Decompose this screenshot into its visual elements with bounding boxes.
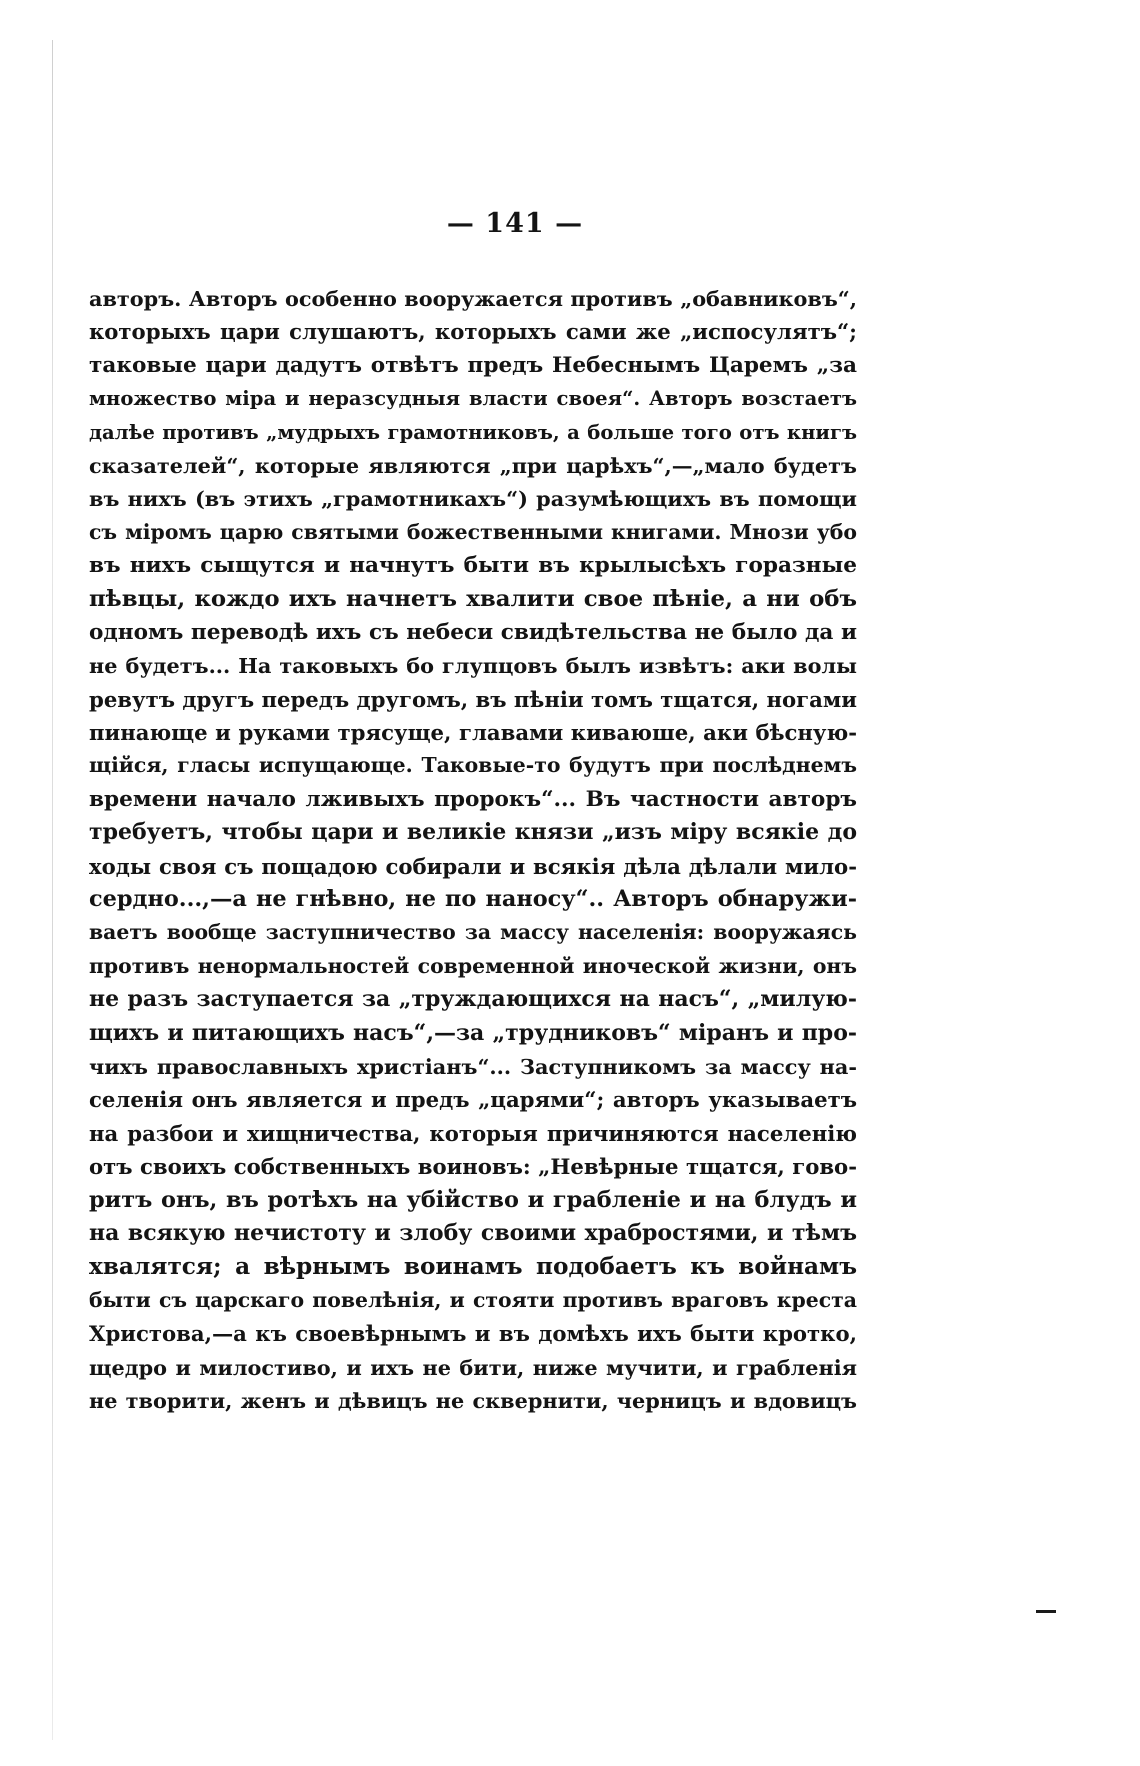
page-number: — 141 — [446, 208, 584, 239]
page-gutter-line [52, 40, 53, 1740]
text-line: отъ своихъ собственныхъ воиновъ: „Невѣрные тщатся, гово- [89, 1154, 857, 1180]
text-line: пинающе и руками трясуще, главами киваюше, аки бѣсную- [89, 720, 857, 746]
text-line: одномъ переводѣ ихъ съ небеси свидѣтельства не было да и [89, 619, 857, 645]
text-line: на разбои и хищничества, которыя причиняются населенію [89, 1120, 857, 1146]
text-line: щійся, гласы испущающе. Таковые-то будутъ при послѣднемъ [89, 753, 857, 778]
text-line: чихъ православныхъ христіанъ“... Заступникомъ за массу на- [89, 1053, 857, 1079]
text-line: пѣвцы, кождо ихъ начнетъ хвалити свое пѣніе, а ни объ [89, 585, 857, 612]
text-line: противъ ненормальностей современной иноческой жизни, онъ [89, 953, 857, 978]
text-line: ритъ онъ, въ ротѣхъ на убійство и грабленіе и на блудъ и [89, 1186, 857, 1213]
text-line: ходы своя съ пощадою собирали и всякія дѣла дѣлали мило- [89, 853, 857, 879]
text-line: ваетъ вообще заступничество за массу населенія: вооружаясь [89, 920, 857, 945]
text-line: на всякую нечистоту и злобу своими храбростями, и тѣмъ [89, 1219, 857, 1246]
text-line: авторъ. Авторъ особенно вооружается противъ „обавниковъ“, [89, 286, 857, 311]
text-line: ревутъ другъ передъ другомъ, въ пѣніи томъ тщатся, ногами [89, 686, 857, 712]
text-line: въ нихъ сыщутся и начнутъ быти въ крылысѣхъ горазные [89, 553, 857, 579]
text-line: которыхъ цари слушаютъ, которыхъ сами же „испосулятъ“; [89, 319, 857, 345]
text-line: сердно...,—а не гнѣвно, не по наносу“.. Авторъ обнаружи- [89, 886, 857, 913]
text-line: множество міра и неразсудныя власти своея“. Авторъ возстаетъ [89, 387, 857, 411]
text-line: не будетъ... На таковыхъ бо глупцовъ былъ извѣтъ: аки волы [89, 653, 857, 679]
text-line: щихъ и питающихъ насъ“,—за „трудниковъ“ міранъ и про- [89, 1019, 857, 1046]
text-line: времени начало лживыхъ пророкъ“... Въ частности авторъ [89, 786, 857, 812]
text-line: Христова,—а къ своевѣрнымъ и въ домѣхъ ихъ быти кротко, [89, 1321, 857, 1347]
text-line: таковые цари дадутъ отвѣтъ предъ Небеснымъ Царемъ „за [89, 352, 857, 378]
text-line: съ міромъ царю святыми божественными книгами. Мнози убо [89, 519, 857, 544]
body-text [89, 282, 857, 1417]
text-line: селенія онъ является и предъ „царями“; авторъ указываетъ [89, 1087, 857, 1113]
text-line: не разъ заступается за „труждающихся на насъ“, „милую- [89, 986, 857, 1013]
margin-mark [1036, 1610, 1056, 1613]
text-line: быти съ царскаго повелѣнія, и стояти противъ враговъ креста [89, 1287, 857, 1312]
text-line: хвалятся; а вѣрнымъ воинамъ подобаетъ къ войнамъ [89, 1253, 857, 1281]
text-line: въ нихъ (въ этихъ „грамотникахъ“) разумѣющихъ въ помощи [89, 486, 857, 512]
text-line: щедро и милостиво, и ихъ не бити, ниже мучити, и грабленія [89, 1354, 857, 1380]
text-line: далѣе противъ „мудрыхъ грамотниковъ, а больше того отъ книгъ [89, 420, 857, 444]
text-line: не творити, женъ и дѣвицъ не сквернити, черницъ и вдовицъ [89, 1387, 857, 1413]
text-line: требуетъ, чтобы цари и великіе князи „изъ міру всякіе до [89, 819, 857, 846]
text-line: сказателей“, которые являются „при царѣхъ“,—„мало будетъ [89, 452, 857, 478]
